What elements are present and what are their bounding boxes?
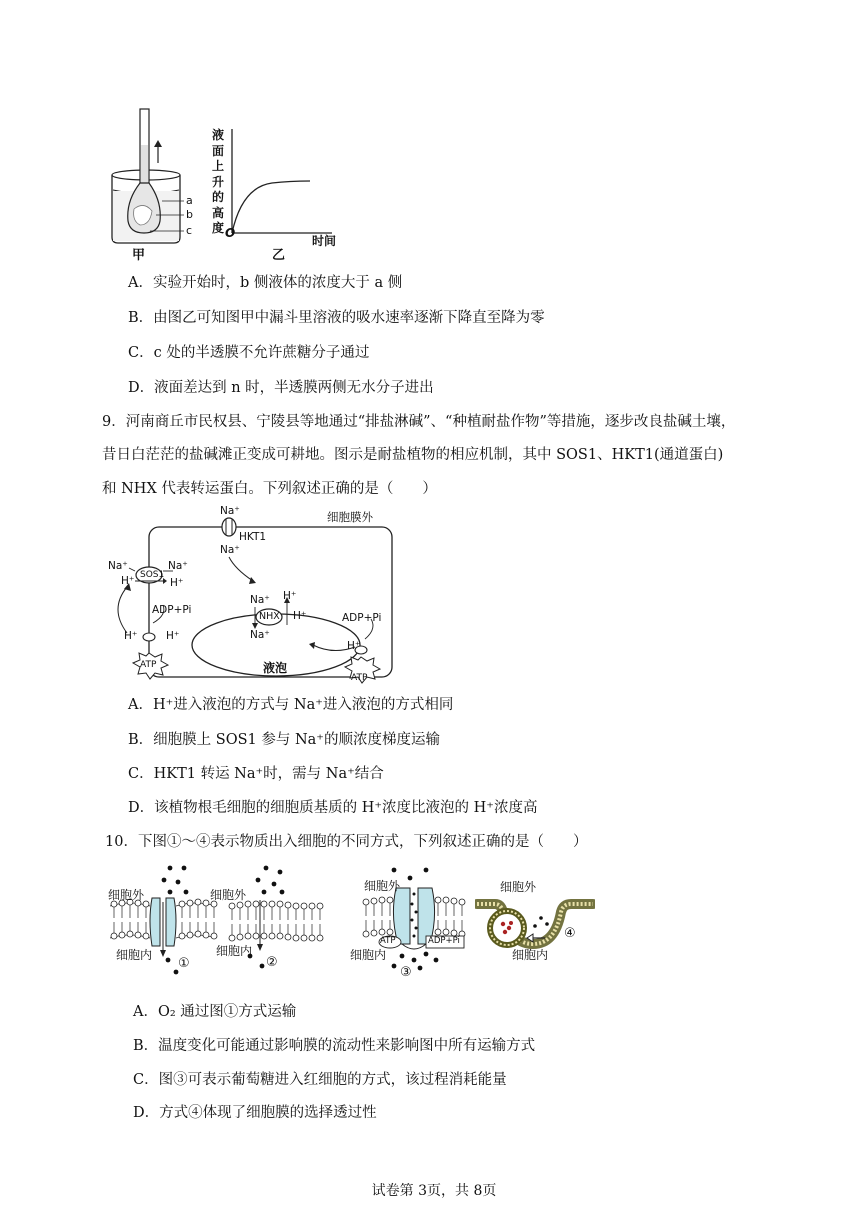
na-left-out-label: Na⁺ — [108, 560, 128, 572]
q8-option-b: B．由图乙可知图甲中漏斗里溶液的吸水速率逐渐下降直至降为零 — [128, 310, 545, 326]
adp-right-label: ADP+Pi — [342, 612, 382, 624]
p1-out-label: 细胞外 — [108, 888, 145, 902]
h-vac-label: H⁺ — [347, 640, 361, 652]
sos1-label: SOS1 — [140, 570, 165, 580]
page-footer: 试卷第 3页，共 8页 — [371, 1183, 497, 1199]
h-nhx-top-label: H⁺ — [283, 590, 297, 602]
na-in-label: Na⁺ — [220, 544, 240, 556]
q8-option-c: C．c 处的半透膜不允许蔗糖分子通过 — [128, 345, 370, 361]
q9-line-1: 9．河南商丘市民权县、宁陵县等地通过“排盐淋碱”、“种植耐盐作物”等措施，逐步改良盐碱土壤， — [102, 414, 736, 430]
q9-option-d: D．该植物根毛细胞的细胞质基质的 H⁺浓度比液泡的 H⁺浓度高 — [128, 800, 538, 816]
figure-10-panel-2 — [228, 862, 328, 977]
q8-option-d: D．液面差达到 n 时，半透膜两侧无水分子进出 — [128, 380, 434, 396]
atp-right-label: ATP — [351, 673, 368, 683]
p4-in-label: 细胞内 — [512, 948, 549, 962]
outside-label: 细胞膜外 — [327, 510, 373, 524]
q10-option-a: A．O₂ 通过图①方式运输 — [133, 1004, 297, 1020]
q9-option-c: C．HKT1 转运 Na⁺时，需与 Na⁺结合 — [128, 766, 384, 782]
q10-option-c: C．图③可表示葡萄糖进入红细胞的方式，该过程消耗能量 — [133, 1072, 507, 1088]
na-nhx-top-label: Na⁺ — [250, 594, 270, 606]
label-a: a — [186, 194, 193, 207]
origin-label: O — [225, 226, 236, 240]
p1-in-label: 细胞内 — [116, 948, 153, 962]
y-axis-title: 液 面 上 升 的 高 度 — [212, 128, 225, 235]
q9-line-3: 和 NHX 代表转运蛋白。下列叙述正确的是（ ） — [102, 481, 437, 497]
p4-out-label: 细胞外 — [500, 880, 537, 894]
h-pump-in-label: H⁺ — [166, 630, 180, 642]
atp-left-label: ATP — [140, 660, 157, 670]
p3-in-label: 细胞内 — [350, 948, 387, 962]
vacuole-label: 液泡 — [263, 661, 288, 675]
x-axis-title: 时间 — [312, 234, 337, 248]
yi-label: 乙 — [272, 248, 286, 263]
p3-atp-label: ATP — [380, 936, 396, 946]
q8-option-a: A．实验开始时，b 侧液体的浓度大于 a 侧 — [128, 275, 403, 291]
p3-adp-label: ADP+Pi — [428, 936, 460, 946]
h-left-in-label: H⁺ — [170, 577, 184, 589]
h-left-out-label: H⁺ — [121, 575, 135, 587]
jia-label: 甲 — [132, 248, 146, 263]
h-pump-out-label: H⁺ — [124, 630, 138, 642]
q9-line-2: 昔日白茫茫的盐碱滩正变成可耕地。图示是耐盐植物的相应机制，其中 SOS1、HKT1(通道蛋白) — [102, 447, 724, 463]
q10-option-b: B．温度变化可能通过影响膜的流动性来影响图中所有运输方式 — [133, 1038, 536, 1054]
na-top-label: Na⁺ — [220, 505, 240, 517]
na-nhx-bottom-label: Na⁺ — [250, 629, 270, 641]
q9-option-a: A．H⁺进入液泡的方式与 Na⁺进入液泡的方式相同 — [128, 697, 454, 713]
label-c: c — [186, 224, 193, 237]
p1-num-label: ① — [178, 956, 190, 971]
p2-num-label: ② — [266, 955, 278, 970]
p3-out-label: 细胞外 — [364, 879, 401, 893]
hkt1-label: HKT1 — [239, 531, 267, 543]
label-b: b — [186, 208, 193, 221]
h-nhx-right-label: H⁺ — [293, 610, 307, 622]
p2-in-label: 细胞内 — [216, 944, 253, 958]
figure-10-panel-1 — [110, 862, 220, 982]
p2-out-label: 细胞外 — [210, 888, 247, 902]
q9-option-b: B．细胞膜上 SOS1 参与 Na⁺的顺浓度梯度运输 — [128, 732, 440, 748]
adp-left-label: ADP+Pi — [152, 604, 192, 616]
q10-line-1: 10．下图①～④表示物质出入细胞的不同方式，下列叙述正确的是（ ） — [105, 834, 588, 850]
q10-option-d: D．方式④体现了细胞膜的选择透过性 — [133, 1105, 377, 1121]
p4-num-label: ④ — [564, 926, 576, 941]
nhx-label: NHX — [259, 611, 280, 622]
p3-num-label: ③ — [400, 965, 412, 980]
na-left-in-label: Na⁺ — [168, 560, 188, 572]
